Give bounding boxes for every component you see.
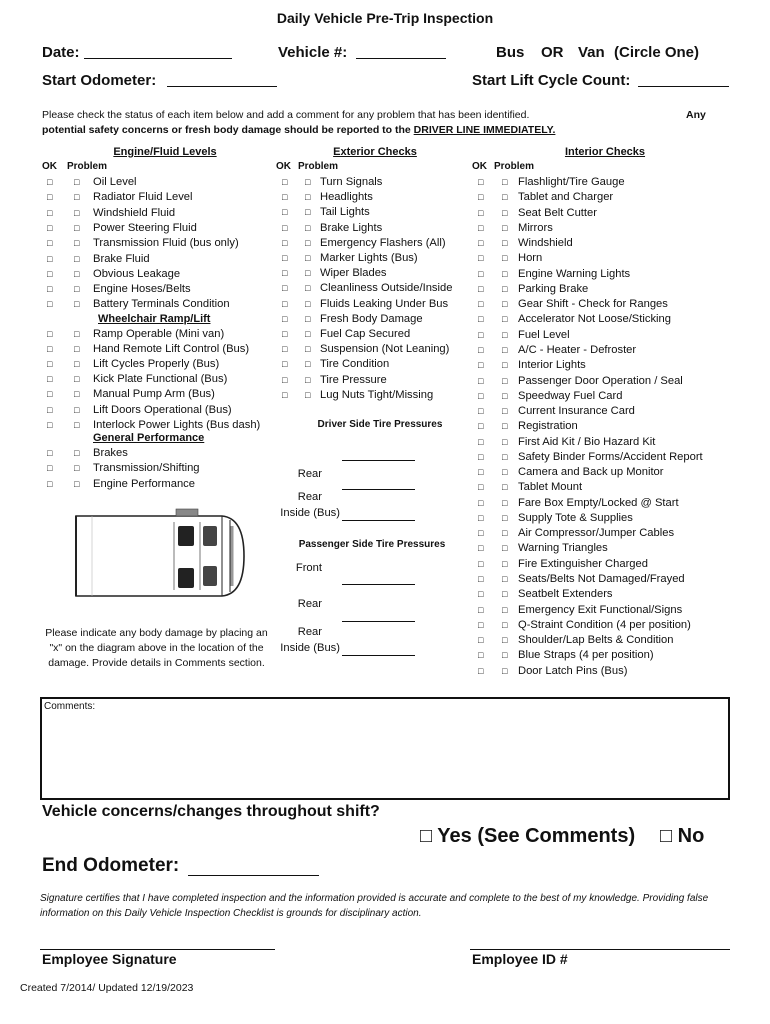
problem-checkbox[interactable]: □ (502, 360, 508, 371)
ok-checkbox[interactable]: □ (282, 222, 288, 233)
ok-checkbox[interactable]: □ (478, 192, 484, 203)
checklist-item-label: Engine Performance (93, 477, 195, 490)
checklist-item-label: Tablet Mount (518, 481, 583, 494)
ok-checkbox[interactable]: □ (47, 329, 53, 339)
checklist-item-label: Headlights (320, 191, 373, 204)
checklist-item-label: A/C - Heater - Defroster (518, 343, 637, 356)
checklist-item-label: Suspension (Not Leaning) (320, 343, 450, 356)
interior-problem-header: Problem (494, 161, 535, 172)
ok-checkbox[interactable]: □ (478, 482, 484, 493)
checklist-item-label: Engine Hoses/Belts (93, 283, 191, 296)
ok-checkbox[interactable]: □ (282, 359, 288, 370)
checklist-item-label: Hand Remote Lift Control (Bus) (93, 343, 250, 356)
ok-checkbox[interactable]: □ (478, 451, 484, 462)
problem-checkbox[interactable]: □ (305, 207, 311, 218)
ok-checkbox[interactable]: □ (47, 478, 53, 489)
vehicle-number-label: Vehicle #: (278, 44, 348, 61)
checklist-item-label: Tire Condition (320, 358, 390, 371)
exterior-column-heading: Exterior Checks (333, 146, 417, 158)
ok-checkbox[interactable]: □ (282, 192, 288, 203)
problem-checkbox[interactable]: □ (74, 374, 80, 385)
problem-checkbox[interactable]: □ (74, 359, 80, 370)
checklist-item-label: Parking Brake (518, 282, 589, 295)
checklist-item-label: Tire Pressure (320, 373, 387, 386)
checklist-item-label: Tail Lights (320, 206, 370, 219)
checklist-item-label: Fire Extinguisher Charged (518, 557, 648, 570)
vehicle-concerns-label: Vehicle concerns/changes throughout shift? (42, 803, 380, 820)
problem-checkbox[interactable]: □ (502, 558, 508, 569)
checklist-item-label: Fresh Body Damage (320, 312, 423, 325)
ok-checkbox[interactable]: □ (478, 635, 484, 646)
checklist-item-label: Windshield (518, 237, 573, 250)
ok-checkbox[interactable]: □ (47, 448, 53, 458)
ok-checkbox[interactable]: □ (47, 463, 53, 474)
problem-checkbox[interactable]: □ (305, 313, 311, 324)
ok-checkbox[interactable]: □ (478, 665, 484, 676)
checklist-item-label: Door Latch Pins (Bus) (518, 664, 628, 677)
checklist-item-label: Current Insurance Card (518, 405, 635, 418)
driver-front-field[interactable] (342, 460, 415, 461)
driver-rear-field[interactable] (342, 489, 415, 490)
ok-checkbox[interactable]: □ (478, 314, 484, 325)
ok-checkbox[interactable]: □ (282, 298, 288, 309)
checklist-item-label: Seatbelt Extenders (518, 588, 613, 601)
problem-checkbox[interactable]: □ (305, 329, 311, 339)
ok-checkbox[interactable]: □ (478, 207, 484, 218)
ok-checkbox[interactable]: □ (282, 344, 288, 355)
checklist-item-label: Lift Doors Operational (Bus) (93, 403, 232, 416)
engine-problem-header: Problem (67, 161, 108, 172)
checklist-item-label: Fare Box Empty/Locked @ Start (518, 496, 679, 509)
problem-checkbox[interactable]: □ (502, 451, 508, 462)
checklist-item-label: First Aid Kit / Bio Hazard Kit (518, 435, 656, 448)
problem-checkbox[interactable]: □ (74, 238, 80, 249)
problem-checkbox[interactable]: □ (502, 283, 508, 294)
ok-checkbox[interactable]: □ (282, 313, 288, 324)
problem-checkbox[interactable]: □ (502, 650, 508, 661)
problem-checkbox[interactable]: □ (305, 177, 311, 187)
ok-checkbox[interactable]: □ (282, 207, 288, 218)
problem-checkbox[interactable]: □ (502, 344, 508, 355)
checklist-item-label: Battery Terminals Condition (93, 298, 230, 311)
end-odometer-label: End Odometer: (42, 855, 180, 876)
problem-checkbox[interactable]: □ (502, 482, 508, 493)
problem-checkbox[interactable]: □ (74, 478, 80, 489)
problem-checkbox[interactable]: □ (502, 406, 508, 417)
checklist-item-label: Flashlight/Tire Gauge (518, 176, 625, 188)
damage-note: Please indicate any body damage by placing an "x" on the diagram above in the location of the damage. Provide details in Comments section. (45, 627, 268, 669)
ok-checkbox[interactable]: □ (478, 406, 484, 417)
driver-rear-inside-field[interactable] (342, 520, 415, 521)
checklist-item-label: Brake Fluid (93, 252, 150, 265)
page-title: Daily Vehicle Pre-Trip Inspection (276, 10, 494, 26)
ok-checkbox[interactable]: □ (478, 436, 484, 447)
problem-checkbox[interactable]: □ (502, 253, 508, 264)
problem-checkbox[interactable]: □ (305, 389, 311, 400)
problem-checkbox[interactable]: □ (502, 665, 508, 676)
checklist-item-label: Engine Warning Lights (518, 267, 631, 280)
instructions-line-2-text: potential safety concerns or fresh body damage should be reported to the (42, 124, 411, 136)
problem-checkbox[interactable]: □ (74, 284, 80, 295)
vehicle-diagram[interactable] (72, 506, 247, 606)
checklist-item-label: Fluids Leaking Under Bus (320, 297, 449, 310)
ok-checkbox[interactable]: □ (47, 222, 53, 233)
checklist-item-label: Mirrors (518, 221, 553, 234)
problem-checkbox[interactable]: □ (502, 314, 508, 325)
passenger-front-label: Front (295, 562, 322, 574)
ok-checkbox[interactable]: □ (478, 558, 484, 569)
ok-checkbox[interactable]: □ (47, 344, 53, 355)
checklist-item-label: Safety Binder Forms/Accident Report (518, 450, 703, 463)
problem-checkbox[interactable]: □ (502, 268, 508, 279)
problem-checkbox[interactable]: □ (502, 222, 508, 233)
start-odometer-label: Start Odometer: (42, 72, 157, 89)
ok-checkbox[interactable]: □ (47, 389, 53, 400)
checklist-item-label: Oil Level (93, 176, 137, 188)
ok-checkbox[interactable]: □ (478, 589, 484, 600)
problem-checkbox[interactable]: □ (502, 467, 508, 478)
ok-checkbox[interactable]: □ (478, 268, 484, 279)
problem-checkbox[interactable]: □ (74, 253, 80, 264)
ok-checkbox[interactable]: □ (478, 360, 484, 371)
exterior-problem-header: Problem (298, 161, 339, 172)
ok-checkbox[interactable]: □ (47, 253, 53, 264)
problem-checkbox[interactable]: □ (305, 344, 311, 355)
problem-checkbox[interactable]: □ (74, 419, 80, 430)
problem-checkbox[interactable]: □ (502, 192, 508, 203)
ok-checkbox[interactable]: □ (478, 222, 484, 233)
footer-dates: Created 7/2014/ Updated 12/19/2023 (20, 982, 194, 994)
ok-checkbox[interactable]: □ (478, 283, 484, 294)
checklist-item-label: Seat Belt Cutter (518, 206, 597, 219)
problem-checkbox[interactable]: □ (74, 207, 80, 218)
ok-checkbox[interactable]: □ (47, 359, 53, 370)
problem-checkbox[interactable]: □ (502, 497, 508, 508)
ok-checkbox[interactable]: □ (478, 650, 484, 661)
problem-checkbox[interactable]: □ (502, 177, 508, 187)
general-performance-heading: General Performance (93, 432, 205, 444)
checklist-item-label: Speedway Fuel Card (518, 389, 623, 402)
checklist-item-label: Q-Straint Condition (4 per position) (518, 618, 691, 631)
engine-column-heading: Engine/Fluid Levels (113, 146, 217, 158)
problem-checkbox[interactable]: □ (502, 238, 508, 249)
ok-checkbox[interactable]: □ (282, 389, 288, 400)
checklist-item-label: Camera and Back up Monitor (518, 466, 664, 479)
ok-checkbox[interactable]: □ (478, 329, 484, 340)
problem-checkbox[interactable]: □ (305, 237, 311, 248)
exterior-ok-header: OK (276, 161, 291, 172)
checklist-item-label: Obvious Leakage (93, 267, 181, 280)
ok-checkbox[interactable]: □ (478, 253, 484, 264)
checklist-item-label: Kick Plate Functional (Bus) (93, 373, 228, 386)
ok-checkbox[interactable]: □ (478, 467, 484, 478)
problem-checkbox[interactable]: □ (502, 207, 508, 218)
problem-checkbox[interactable]: □ (305, 359, 311, 370)
problem-checkbox[interactable]: □ (502, 589, 508, 600)
problem-checkbox[interactable]: □ (502, 436, 508, 447)
problem-checkbox[interactable]: □ (305, 192, 311, 203)
yes-option[interactable]: □ Yes (See Comments) (420, 825, 636, 847)
instructions-line-2 (42, 124, 555, 136)
problem-checkbox[interactable]: □ (305, 374, 311, 385)
passenger-front-field[interactable] (342, 584, 415, 585)
ok-checkbox[interactable]: □ (478, 375, 484, 386)
problem-checkbox[interactable]: □ (502, 619, 508, 630)
problem-checkbox[interactable]: □ (74, 329, 80, 339)
ok-checkbox[interactable]: □ (282, 283, 288, 294)
checklist-item-label: Interior Lights (518, 359, 586, 372)
checklist-item-label: Transmission Fluid (bus only) (93, 237, 239, 250)
checklist-item-label: Passenger Door Operation / Seal (518, 374, 683, 387)
instructions-line-1: Please check the status of each item below and add a comment for any problem that has been identified. (42, 109, 530, 121)
lift-cycle-count-field[interactable] (638, 86, 729, 87)
end-odometer-field[interactable] (188, 875, 319, 876)
ok-checkbox[interactable]: □ (47, 238, 53, 249)
ok-checkbox[interactable]: □ (47, 268, 53, 279)
checklist-item-label: Supply Tote & Supplies (518, 511, 633, 524)
driver-rear-inside-label-2: Inside (Bus) (280, 507, 340, 519)
checklist-item-label: Brake Lights (320, 221, 383, 234)
checklist-item-label: Brakes (93, 447, 128, 459)
ok-checkbox[interactable]: □ (478, 604, 484, 615)
ok-checkbox[interactable]: □ (478, 238, 484, 249)
ok-checkbox[interactable]: □ (478, 543, 484, 554)
checklist-item-label: Cleanliness Outside/Inside (320, 282, 453, 295)
checklist-item-label: Manual Pump Arm (Bus) (93, 388, 215, 401)
ok-checkbox[interactable]: □ (478, 299, 484, 310)
ok-checkbox[interactable]: □ (478, 528, 484, 539)
certification-text: Signature certifies that I have completed inspection and the information provided is accurate and complete to the best of my knowledge. Providing false information on this Daily Vehicle Inspection Checklist is grounds for disciplinary action. (40, 893, 709, 919)
interior-column-heading: Interior Checks (564, 146, 646, 158)
checklist-item-label: Interlock Power Lights (Bus dash) (93, 418, 261, 431)
problem-checkbox[interactable]: □ (74, 192, 80, 203)
engine-ok-header: OK (42, 161, 57, 172)
instructions-line-1-end: Any (686, 109, 706, 121)
checklist-item-label: Air Compressor/Jumper Cables (518, 527, 675, 540)
problem-checkbox[interactable]: □ (502, 329, 508, 340)
problem-checkbox[interactable]: □ (74, 448, 80, 458)
interior-ok-header: OK (472, 161, 487, 172)
ok-checkbox[interactable]: □ (478, 497, 484, 508)
checklist-item-label: Tablet and Charger (518, 191, 614, 204)
checklist-item-label: Emergency Flashers (All) (320, 236, 446, 249)
problem-checkbox[interactable]: □ (502, 528, 508, 539)
ok-checkbox[interactable]: □ (282, 329, 288, 339)
checklist-item-label: Warning Triangles (518, 542, 608, 555)
driver-line-text: DRIVER LINE IMMEDIATELY. (413, 124, 556, 136)
passenger-tire-heading: Passenger Side Tire Pressures (298, 539, 446, 550)
ok-checkbox[interactable]: □ (47, 207, 53, 218)
driver-rear-label: Rear (297, 468, 322, 480)
or-label: OR (541, 44, 564, 61)
ok-checkbox[interactable]: □ (478, 177, 484, 187)
comments-box[interactable] (40, 697, 730, 800)
problem-checkbox[interactable]: □ (74, 404, 80, 415)
checklist-item-label: Accelerator Not Loose/Sticking (518, 313, 671, 326)
problem-checkbox[interactable]: □ (502, 299, 508, 310)
problem-checkbox[interactable]: □ (74, 463, 80, 474)
problem-checkbox[interactable]: □ (502, 375, 508, 386)
problem-checkbox[interactable]: □ (502, 604, 508, 615)
ok-checkbox[interactable]: □ (282, 177, 288, 187)
van-option[interactable]: Van (578, 44, 605, 61)
passenger-rear-label: Rear (297, 598, 322, 610)
problem-checkbox[interactable]: □ (305, 253, 311, 263)
problem-checkbox[interactable]: □ (305, 268, 311, 279)
problem-checkbox[interactable]: □ (74, 222, 80, 233)
date-field[interactable] (84, 58, 232, 59)
no-option[interactable]: □ No (660, 825, 705, 847)
problem-checkbox[interactable]: □ (74, 177, 80, 187)
start-odometer-field[interactable] (167, 86, 277, 87)
checklist-item-label: Fuel Cap Secured (320, 328, 411, 340)
ok-checkbox[interactable]: □ (47, 419, 53, 430)
ok-checkbox[interactable]: □ (47, 299, 53, 310)
driver-tire-heading: Driver Side Tire Pressures (317, 419, 443, 430)
checklist-item-label: Shoulder/Lap Belts & Condition (518, 634, 674, 647)
ok-checkbox[interactable]: □ (478, 421, 484, 432)
problem-checkbox[interactable]: □ (74, 299, 80, 310)
checklist-item-label: Transmission/Shifting (93, 462, 200, 475)
problem-checkbox[interactable]: □ (502, 635, 508, 646)
checklist-item-label: Radiator Fluid Level (93, 191, 193, 204)
checklist-item-label: Fuel Level (518, 328, 570, 341)
checklist-item-label: Marker Lights (Bus) (320, 252, 418, 264)
circle-one-label: (Circle One) (614, 44, 700, 61)
passenger-rear-field[interactable] (342, 621, 415, 622)
checklist-item-label: Gear Shift - Check for Ranges (518, 298, 668, 311)
ok-checkbox[interactable]: □ (478, 512, 484, 523)
problem-checkbox[interactable]: □ (502, 574, 508, 585)
problem-checkbox[interactable]: □ (502, 421, 508, 432)
checklist-item-label: Emergency Exit Functional/Signs (518, 603, 683, 616)
ok-checkbox[interactable]: □ (478, 390, 484, 401)
checklist-item-label: Wiper Blades (320, 267, 387, 280)
problem-checkbox[interactable]: □ (74, 268, 80, 279)
vehicle-number-field[interactable] (356, 58, 446, 59)
ok-checkbox[interactable]: □ (47, 404, 53, 415)
date-label: Date: (42, 44, 80, 61)
checklist-item-label: Blue Straps (4 per position) (518, 649, 654, 662)
wheelchair-heading: Wheelchair Ramp/Lift (98, 313, 211, 325)
problem-checkbox[interactable]: □ (502, 543, 508, 554)
comments-label: Comments: (44, 701, 96, 712)
employee-signature-field[interactable] (40, 949, 275, 950)
lift-cycle-count-label: Start Lift Cycle Count: (472, 72, 631, 89)
checklist-item-label: Power Steering Fluid (93, 221, 197, 234)
ok-checkbox[interactable]: □ (47, 284, 53, 295)
ok-checkbox[interactable]: □ (282, 237, 288, 248)
problem-checkbox[interactable]: □ (305, 222, 311, 233)
ok-checkbox[interactable]: □ (47, 177, 53, 187)
passenger-rear-inside-label-1: Rear (297, 626, 322, 638)
checklist-item-label: Registration (518, 420, 578, 433)
problem-checkbox[interactable]: □ (502, 512, 508, 523)
problem-checkbox[interactable]: □ (502, 390, 508, 401)
ok-checkbox[interactable]: □ (282, 374, 288, 385)
checklist-item-label: Horn (518, 252, 543, 265)
employee-id-label: Employee ID # (472, 951, 568, 967)
ok-checkbox[interactable]: □ (282, 253, 288, 263)
ok-checkbox[interactable]: □ (478, 344, 484, 355)
checklist-item-label: Windshield Fluid (93, 206, 176, 219)
ok-checkbox[interactable]: □ (47, 192, 53, 203)
checklist-item-label: Seats/Belts Not Damaged/Frayed (518, 573, 685, 586)
checklist-item-label: Lug Nuts Tight/Missing (320, 388, 434, 401)
problem-checkbox[interactable]: □ (305, 283, 311, 294)
checklist-item-label: Lift Cycles Properly (Bus) (93, 358, 220, 371)
ok-checkbox[interactable]: □ (478, 574, 484, 585)
problem-checkbox[interactable]: □ (305, 298, 311, 309)
problem-checkbox[interactable]: □ (74, 344, 80, 355)
employee-id-field[interactable] (470, 949, 730, 950)
ok-checkbox[interactable]: □ (282, 268, 288, 279)
passenger-rear-inside-label-2: Inside (Bus) (280, 642, 340, 654)
checklist-item-label: Ramp Operable (Mini van) (93, 328, 225, 340)
ok-checkbox[interactable]: □ (478, 619, 484, 630)
ok-checkbox[interactable]: □ (47, 374, 53, 385)
bus-option[interactable]: Bus (496, 44, 525, 61)
driver-rear-inside-label-1: Rear (297, 491, 322, 503)
passenger-rear-inside-field[interactable] (342, 655, 415, 656)
problem-checkbox[interactable]: □ (74, 389, 80, 400)
checklist-item-label: Turn Signals (320, 176, 383, 188)
employee-signature-label: Employee Signature (42, 951, 177, 967)
